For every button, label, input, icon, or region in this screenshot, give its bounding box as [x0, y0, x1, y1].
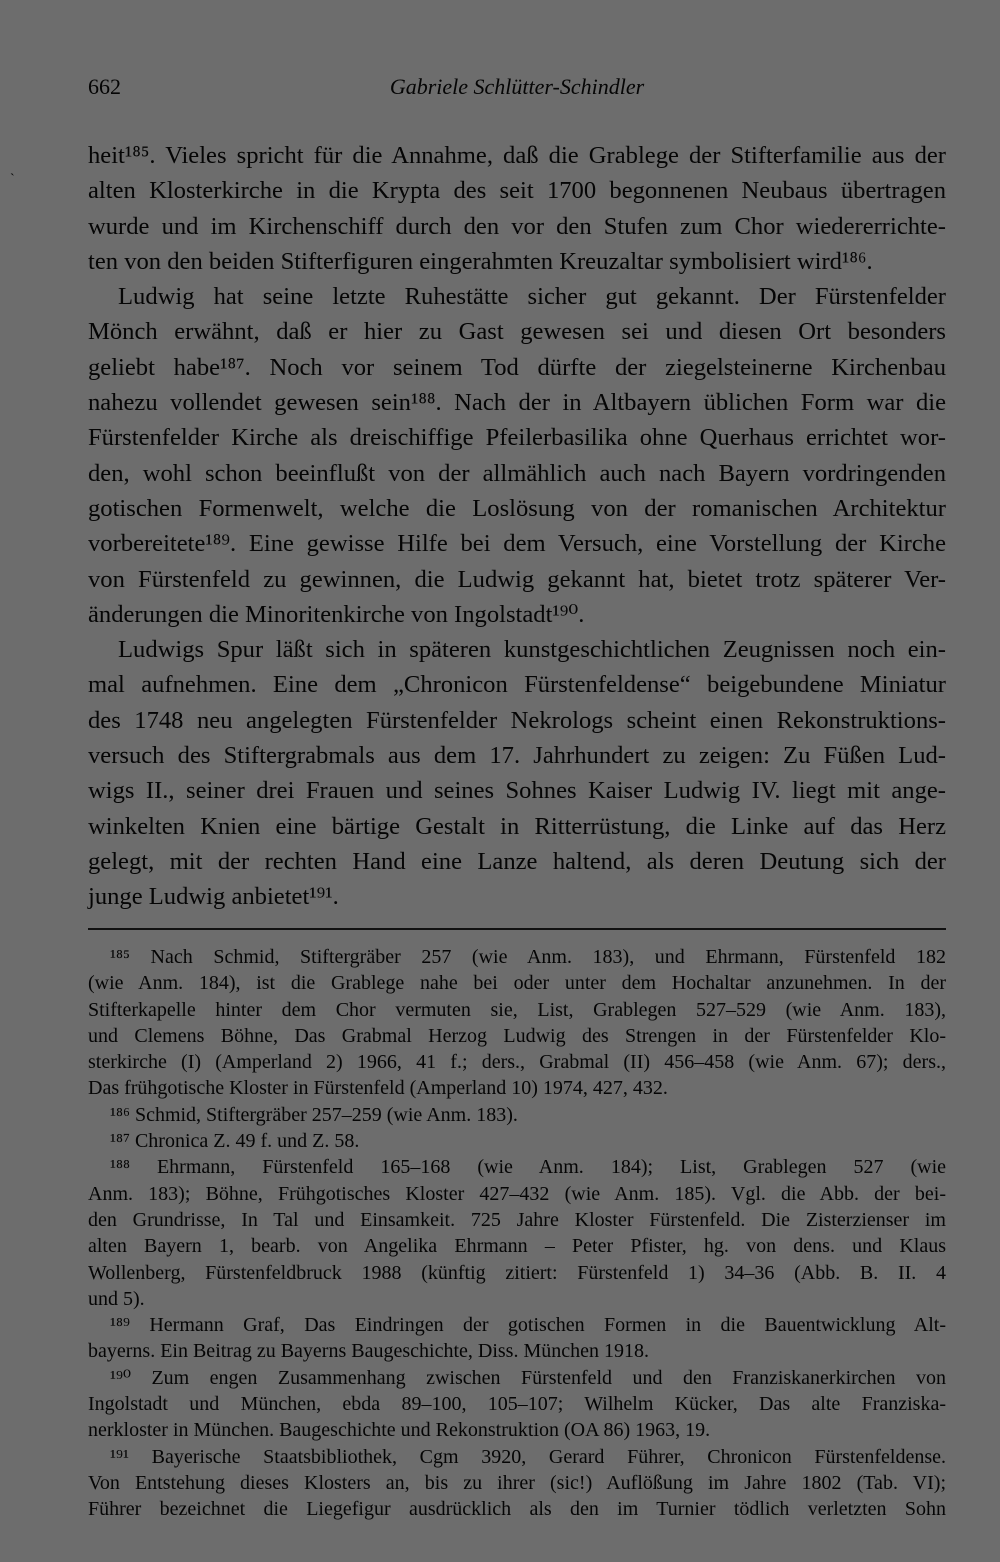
footnote-line: (wie Anm. 184), ist die Grablege nahe bei oder unter dem Hochaltar anzunehmen. In der	[88, 972, 946, 995]
text-line: wurde und im Kirchenschiff durch den vor den Stufen zum Chor wiedererrichte-	[88, 212, 946, 240]
text-line: Mönch erwähnt, daß er hier zu Gast gewesen sei und diesen Ort besonders	[88, 318, 946, 346]
footnote-line: sterkirche (I) (Amperland 2) 1966, 41 f.; ders., Grabmal (II) 456–458 (wie Anm. 67); ders.,	[88, 1051, 946, 1074]
footnote-line: bayerns. Ein Beitrag zu Bayerns Baugeschichte, Diss. München 1918.	[88, 1340, 649, 1363]
footnote-line: Stifterkapelle hinter dem Chor vermuten sie, List, Grablegen 527–529 (wie Anm. 183),	[88, 998, 946, 1021]
footnote-line: Wollenberg, Fürstenfeldbruck 1988 (künftig zitiert: Fürstenfeld 1) 34–36 (Abb. B. II. 4	[88, 1261, 946, 1284]
text-line: gotischen Formenwelt, welche die Loslösung von der romanischen Architektur	[88, 494, 946, 522]
text-line: änderungen die Minoritenkirche von Ingolstadt¹⁹⁰.	[88, 600, 585, 628]
page-number: 662	[88, 74, 121, 99]
text-line: alten Klosterkirche in die Krypta des seit 1700 begonnenen Neubaus übertragen	[88, 177, 946, 205]
page-header	[88, 74, 946, 104]
footnote-line: ¹⁸⁸ Ehrmann, Fürstenfeld 165–168 (wie Anm. 184); List, Grablegen 527 (wie	[110, 1156, 946, 1179]
footnote-line: Führer bezeichnet die Liegefigur ausdrücklich als den im Turnier tödlich verletzten Sohn	[88, 1498, 946, 1521]
footnote-line: alten Bayern 1, bearb. von Angelika Ehrmann – Peter Pfister, hg. von dens. und Klaus	[88, 1235, 946, 1258]
footnote-line: Ingolstadt und München, ebda 89–100, 105–107; Wilhelm Kücker, Das alte Franziska-	[88, 1393, 946, 1416]
footnote-line: nerkloster in München. Baugeschichte und Rekonstruktion (OA 86) 1963, 19.	[88, 1419, 711, 1442]
text-line: wigs II., seiner drei Frauen und seines Sohnes Kaiser Ludwig IV. liegt mit ange-	[88, 777, 946, 805]
footnote-line: Anm. 183); Böhne, Frühgotisches Kloster 427–432 (wie Anm. 185). Vgl. die Abb. der bei-	[88, 1182, 946, 1205]
text-line: des 1748 neu angelegten Fürstenfelder Nekrologs scheint einen Rekonstruktions-	[88, 706, 946, 734]
footnote-line: und Clemens Böhne, Das Grabmal Herzog Ludwig des Strengen in der Fürstenfelder Klo-	[88, 1024, 946, 1047]
footnote-line: ¹⁸⁷ Chronica Z. 49 f. und Z. 58.	[110, 1130, 360, 1153]
text-line: heit¹⁸⁵. Vieles spricht für die Annahme, daß die Grablege der Stifterfamilie aus der	[88, 142, 946, 169]
text-line: winkelten Knien eine bärtige Gestalt in Ritterrüstung, die Linke auf das Herz	[88, 812, 946, 840]
footnote-line: ¹⁸⁹ Hermann Graf, Das Eindringen der gotischen Formen in die Bauentwicklung Alt-	[110, 1314, 946, 1337]
text-line: vorbereitete¹⁸⁹. Eine gewisse Hilfe bei dem Versuch, eine Vorstellung der Kirche	[88, 530, 946, 558]
text-line: Ludwigs Spur läßt sich in späteren kunstgeschichtlichen Zeugnissen noch ein-	[118, 636, 946, 664]
text-line: von Fürstenfeld zu gewinnen, die Ludwig gekannt hat, bietet trotz späterer Ver-	[88, 565, 946, 593]
footnote-line: ¹⁸⁵ Nach Schmid, Stiftergräber 257 (wie Anm. 183), und Ehrmann, Fürstenfeld 182	[110, 946, 946, 968]
text-line: gelegt, mit der rechten Hand eine Lanze haltend, als deren Deutung sich der	[88, 847, 946, 875]
footnote-line: ¹⁸⁶ Schmid, Stiftergräber 257–259 (wie Anm. 183).	[110, 1103, 518, 1126]
footnote-rule	[88, 928, 946, 930]
text-line: den, wohl schon beeinflußt von der allmählich auch nach Bayern vordringenden	[88, 459, 946, 487]
stray-mark: `	[10, 172, 15, 187]
text-line: mal aufnehmen. Eine dem „Chronicon Fürstenfeldense“ beigebundene Miniatur	[88, 671, 946, 699]
footnote-line: Von Entstehung dieses Klosters an, bis zu ihrer (sic!) Auflößung im Jahre 1802 (Tab. VI);	[88, 1471, 946, 1494]
footnote-line: ¹⁹¹ Bayerische Staatsbibliothek, Cgm 3920, Gerard Führer, Chronicon Fürstenfeldense.	[110, 1445, 946, 1468]
footnote-line: Das frühgotische Kloster in Fürstenfeld (Amperland 10) 1974, 427, 432.	[88, 1077, 668, 1100]
footnotes	[88, 944, 946, 1523]
text-line: Ludwig hat seine letzte Ruhestätte sicher gut gekannt. Der Fürstenfelder	[118, 283, 946, 311]
text-line: ten von den beiden Stifterfiguren eingerahmten Kreuzaltar symbolisiert wird¹⁸⁶.	[88, 247, 873, 275]
running-head: Gabriele Schlütter-Schindler	[389, 74, 645, 99]
footnote-line: und 5).	[88, 1287, 145, 1310]
text-line: Fürstenfelder Kirche als dreischiffige Pfeilerbasilika ohne Querhaus errichtet wor-	[88, 424, 946, 452]
text-line: versuch des Stiftergrabmals aus dem 17. Jahrhundert zu zeigen: Zu Füßen Lud-	[88, 742, 946, 770]
main-text	[88, 138, 946, 915]
footnote-line: den Grundrisse, In Tal und Einsamkeit. 725 Jahre Kloster Fürstenfeld. Die Zisterzienser im	[88, 1208, 946, 1231]
text-line: junge Ludwig anbietet¹⁹¹.	[88, 883, 339, 911]
footnote-line: ¹⁹⁰ Zum engen Zusammenhang zwischen Fürstenfeld und den Franziskanerkirchen von	[110, 1366, 946, 1389]
text-line: geliebt habe¹⁸⁷. Noch vor seinem Tod dürfte der ziegelsteinerne Kirchenbau	[88, 353, 946, 381]
text-line: nahezu vollendet gewesen sein¹⁸⁸. Nach der in Altbayern üblichen Form war die	[88, 389, 946, 417]
